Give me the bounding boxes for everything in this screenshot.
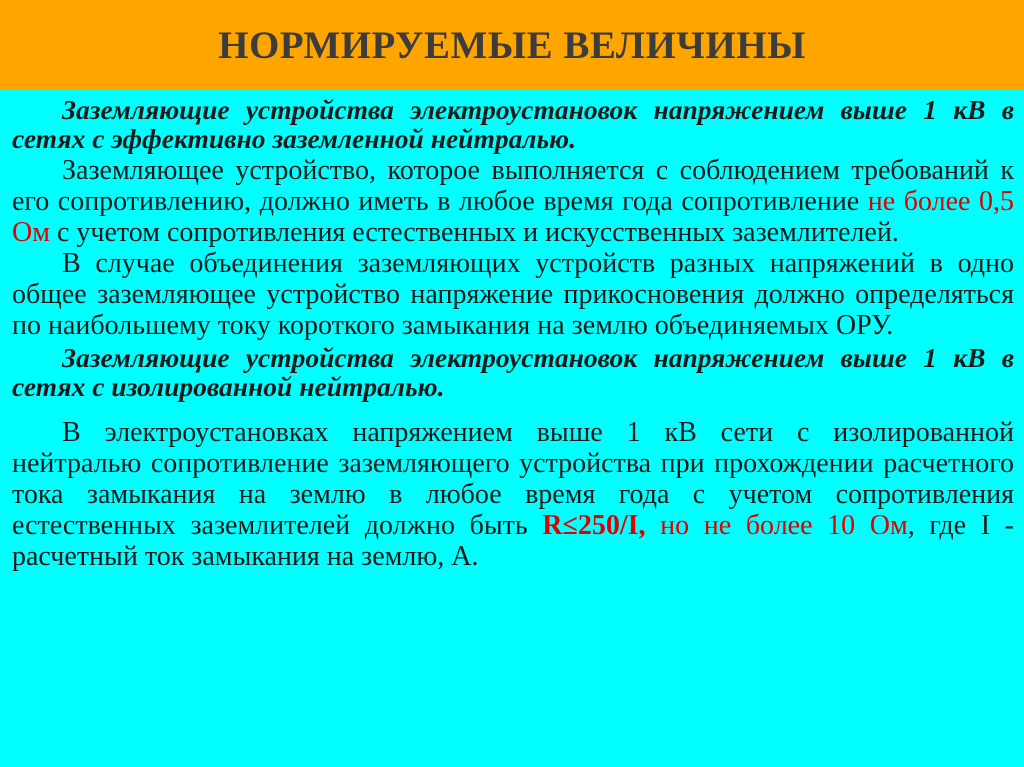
resistance-limit-highlight: не более 0,5 Ом [12, 186, 1015, 248]
formula-highlight: R≤250/I, [542, 510, 646, 541]
section1-p1-text-after: с учетом сопротивления естественных и искусственных заземлителей. [49, 217, 899, 248]
section2-space [646, 510, 661, 541]
title-bar [0, 0, 1024, 90]
section1-paragraph-resistance [12, 155, 1014, 248]
limit-highlight: но не более 10 Ом [660, 510, 908, 541]
section1-p1-text-before: Заземляющее устройство, которое выполняется с соблюдением требований к его сопротивлению, должно иметь в любое время года сопротивление [12, 155, 1014, 217]
section2-text-after: , где I - расчетный ток замыкания на землю, А. [12, 510, 1014, 572]
slide-title: НОРМИРУЕМЫЕ ВЕЛИЧИНЫ [218, 23, 806, 67]
slide-content [12, 95, 1014, 572]
section2-paragraph [12, 417, 1014, 572]
section1-heading: Заземляющие устройства электроустановок напряжением выше 1 кВ в сетях с эффективно заземленной нейтралью. [12, 94, 1014, 154]
section1-paragraph-combined: В случае объединения заземляющих устройств разных напряжений в одно общее заземляющее устройство напряжение прикосновения должно определяться по наибольшему току короткого замыкания на землю объединяемых ОРУ. [12, 248, 1014, 341]
section2-heading: Заземляющие устройства электроустановок напряжением выше 1 кВ в сетях с изолированной нейтралью. [12, 342, 1014, 402]
section2-text-before: В электроустановках напряжением выше 1 кВ сети с изолированной нейтралью сопротивление заземляющего устройства при прохождении расчетного тока замыкания на землю в любое время года с учетом сопротивления естественных заземлителей должно быть [12, 417, 1014, 541]
